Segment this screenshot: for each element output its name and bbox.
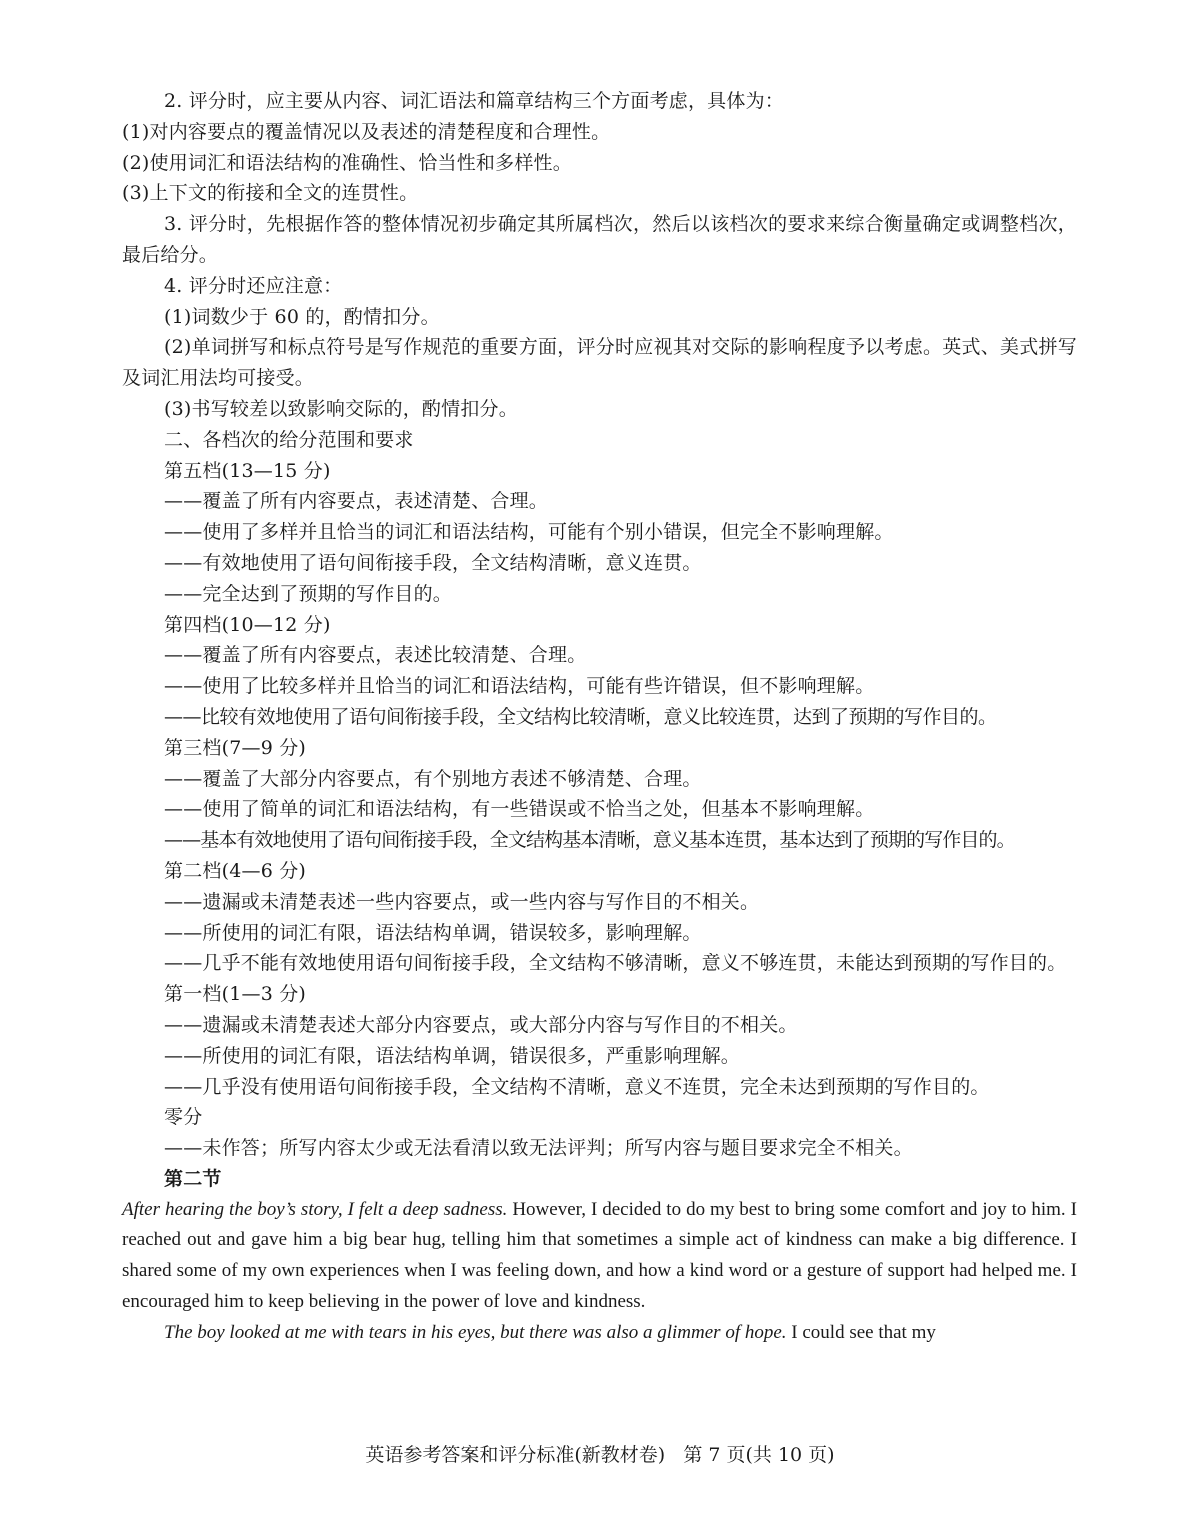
document-body <box>122 86 1077 1349</box>
grade-item: ——有效地使用了语句间衔接手段，全文结构清晰，意义连贯。 <box>164 551 702 574</box>
essay-p1-italic: After hearing the boy’s story, I felt a deep sadness. <box>122 1198 508 1220</box>
rule-4-3: (3)书写较差以致影响交际的，酌情扣分。 <box>164 397 518 420</box>
grade-item: ——所使用的词汇有限，语法结构单调，错误很多，严重影响理解。 <box>164 1044 741 1067</box>
grade-item: ——完全达到了预期的写作目的。 <box>164 582 453 605</box>
essay-p2-text: I could see that my <box>786 1321 936 1343</box>
grade-item: ——覆盖了所有内容要点，表述清楚、合理。 <box>164 490 549 513</box>
essay-paragraph-1 <box>122 1195 1077 1318</box>
grade-item: ——覆盖了所有内容要点，表述比较清楚、合理。 <box>164 644 587 667</box>
page-footer: 英语参考答案和评分标准(新教材卷) 第 7 页(共 10 页) <box>365 1444 835 1466</box>
essay-p1-text: However, I decided to do my best to bring some comfort and joy to him. I reached out and gave him a big bear hug, telling him that sometimes a simple act of kindness can make a big difference. I shared some of my own experiences when I was feeling down, and how a kind word or a gesture of support had helped me. I encouraged him to keep believing in the power of love and kindness. <box>122 1198 1077 1313</box>
grade-title: 第一档(1—3 分) <box>164 983 307 1006</box>
rule-4: 4. 评分时还应注意： <box>164 274 343 297</box>
grade-item: ——未作答；所写内容太少或无法看清以致无法评判；所写内容与题目要求完全不相关。 <box>164 1137 913 1160</box>
grade-item: ——几乎不能有效地使用语句间衔接手段，全文结构不够清晰，意义不够连贯，未能达到预期的写作目的。 <box>164 952 1067 975</box>
grade-title: 第四档(10—12 分) <box>164 613 331 636</box>
essay-p2-italic: The boy looked at me with tears in his eyes, but there was also a glimmer of hope. <box>164 1321 787 1343</box>
grade-item: ——几乎没有使用语句间衔接手段，全文结构不清晰，意义不连贯，完全未达到预期的写作目的。 <box>164 1075 990 1098</box>
rule-2: 2. 评分时，应主要从内容、词汇语法和篇章结构三个方面考虑，具体为： <box>164 90 784 112</box>
grade-title: 第二档(4—6 分) <box>164 859 307 882</box>
rule-2-2: (2)使用词汇和语法结构的准确性、恰当性和多样性。 <box>122 151 572 174</box>
grade-title: 第三档(7—9 分) <box>164 736 307 759</box>
grade-title: 第五档(13—15 分) <box>164 459 331 482</box>
grade-item: ——基本有效地使用了语句间衔接手段，全文结构基本清晰，意义基本连贯，基本达到了预期的写作目的。 <box>164 829 1015 852</box>
grade-item: ——遗漏或未清楚表述一些内容要点，或一些内容与写作目的不相关。 <box>164 890 760 913</box>
grade-item: ——所使用的词汇有限，语法结构单调，错误较多，影响理解。 <box>164 921 702 944</box>
rule-4-2: (2)单词拼写和标点符号是写作规范的重要方面，评分时应视其对交际的影响程度予以考虑。英式、美式拼写及词汇用法均可接受。 <box>122 336 1077 390</box>
grade-item: ——比较有效地使用了语句间衔接手段，全文结构比较清晰，意义比较连贯，达到了预期的写作目的。 <box>164 705 997 728</box>
grade-item: ——使用了比较多样并且恰当的词汇和语法结构，可能有些许错误，但不影响理解。 <box>164 675 875 698</box>
rule-2-3: (3)上下文的衔接和全文的连贯性。 <box>122 182 419 205</box>
part-2-title: 第二节 <box>164 1167 222 1190</box>
grade-item: ——覆盖了大部分内容要点，有个别地方表述不够清楚、合理。 <box>164 767 702 790</box>
grade-item: ——使用了简单的词汇和语法结构，有一些错误或不恰当之处，但基本不影响理解。 <box>164 798 875 821</box>
grade-item: ——遗漏或未清楚表述大部分内容要点，或大部分内容与写作目的不相关。 <box>164 1013 798 1036</box>
rule-4-1: (1)词数少于 60 的，酌情扣分。 <box>164 305 440 328</box>
rule-3: 3. 评分时，先根据作答的整体情况初步确定其所属档次，然后以该档次的要求来综合衡量确定或调整档次，最后给分。 <box>122 213 1077 266</box>
essay-paragraph-2 <box>122 1318 1077 1349</box>
rule-2-1: (1)对内容要点的覆盖情况以及表述的清楚程度和合理性。 <box>122 120 611 143</box>
grade-item: ——使用了多样并且恰当的词汇和语法结构，可能有个别小错误，但完全不影响理解。 <box>164 521 894 544</box>
section-2-title: 二、各档次的给分范围和要求 <box>164 428 414 451</box>
grade-title: 零分 <box>164 1106 203 1129</box>
